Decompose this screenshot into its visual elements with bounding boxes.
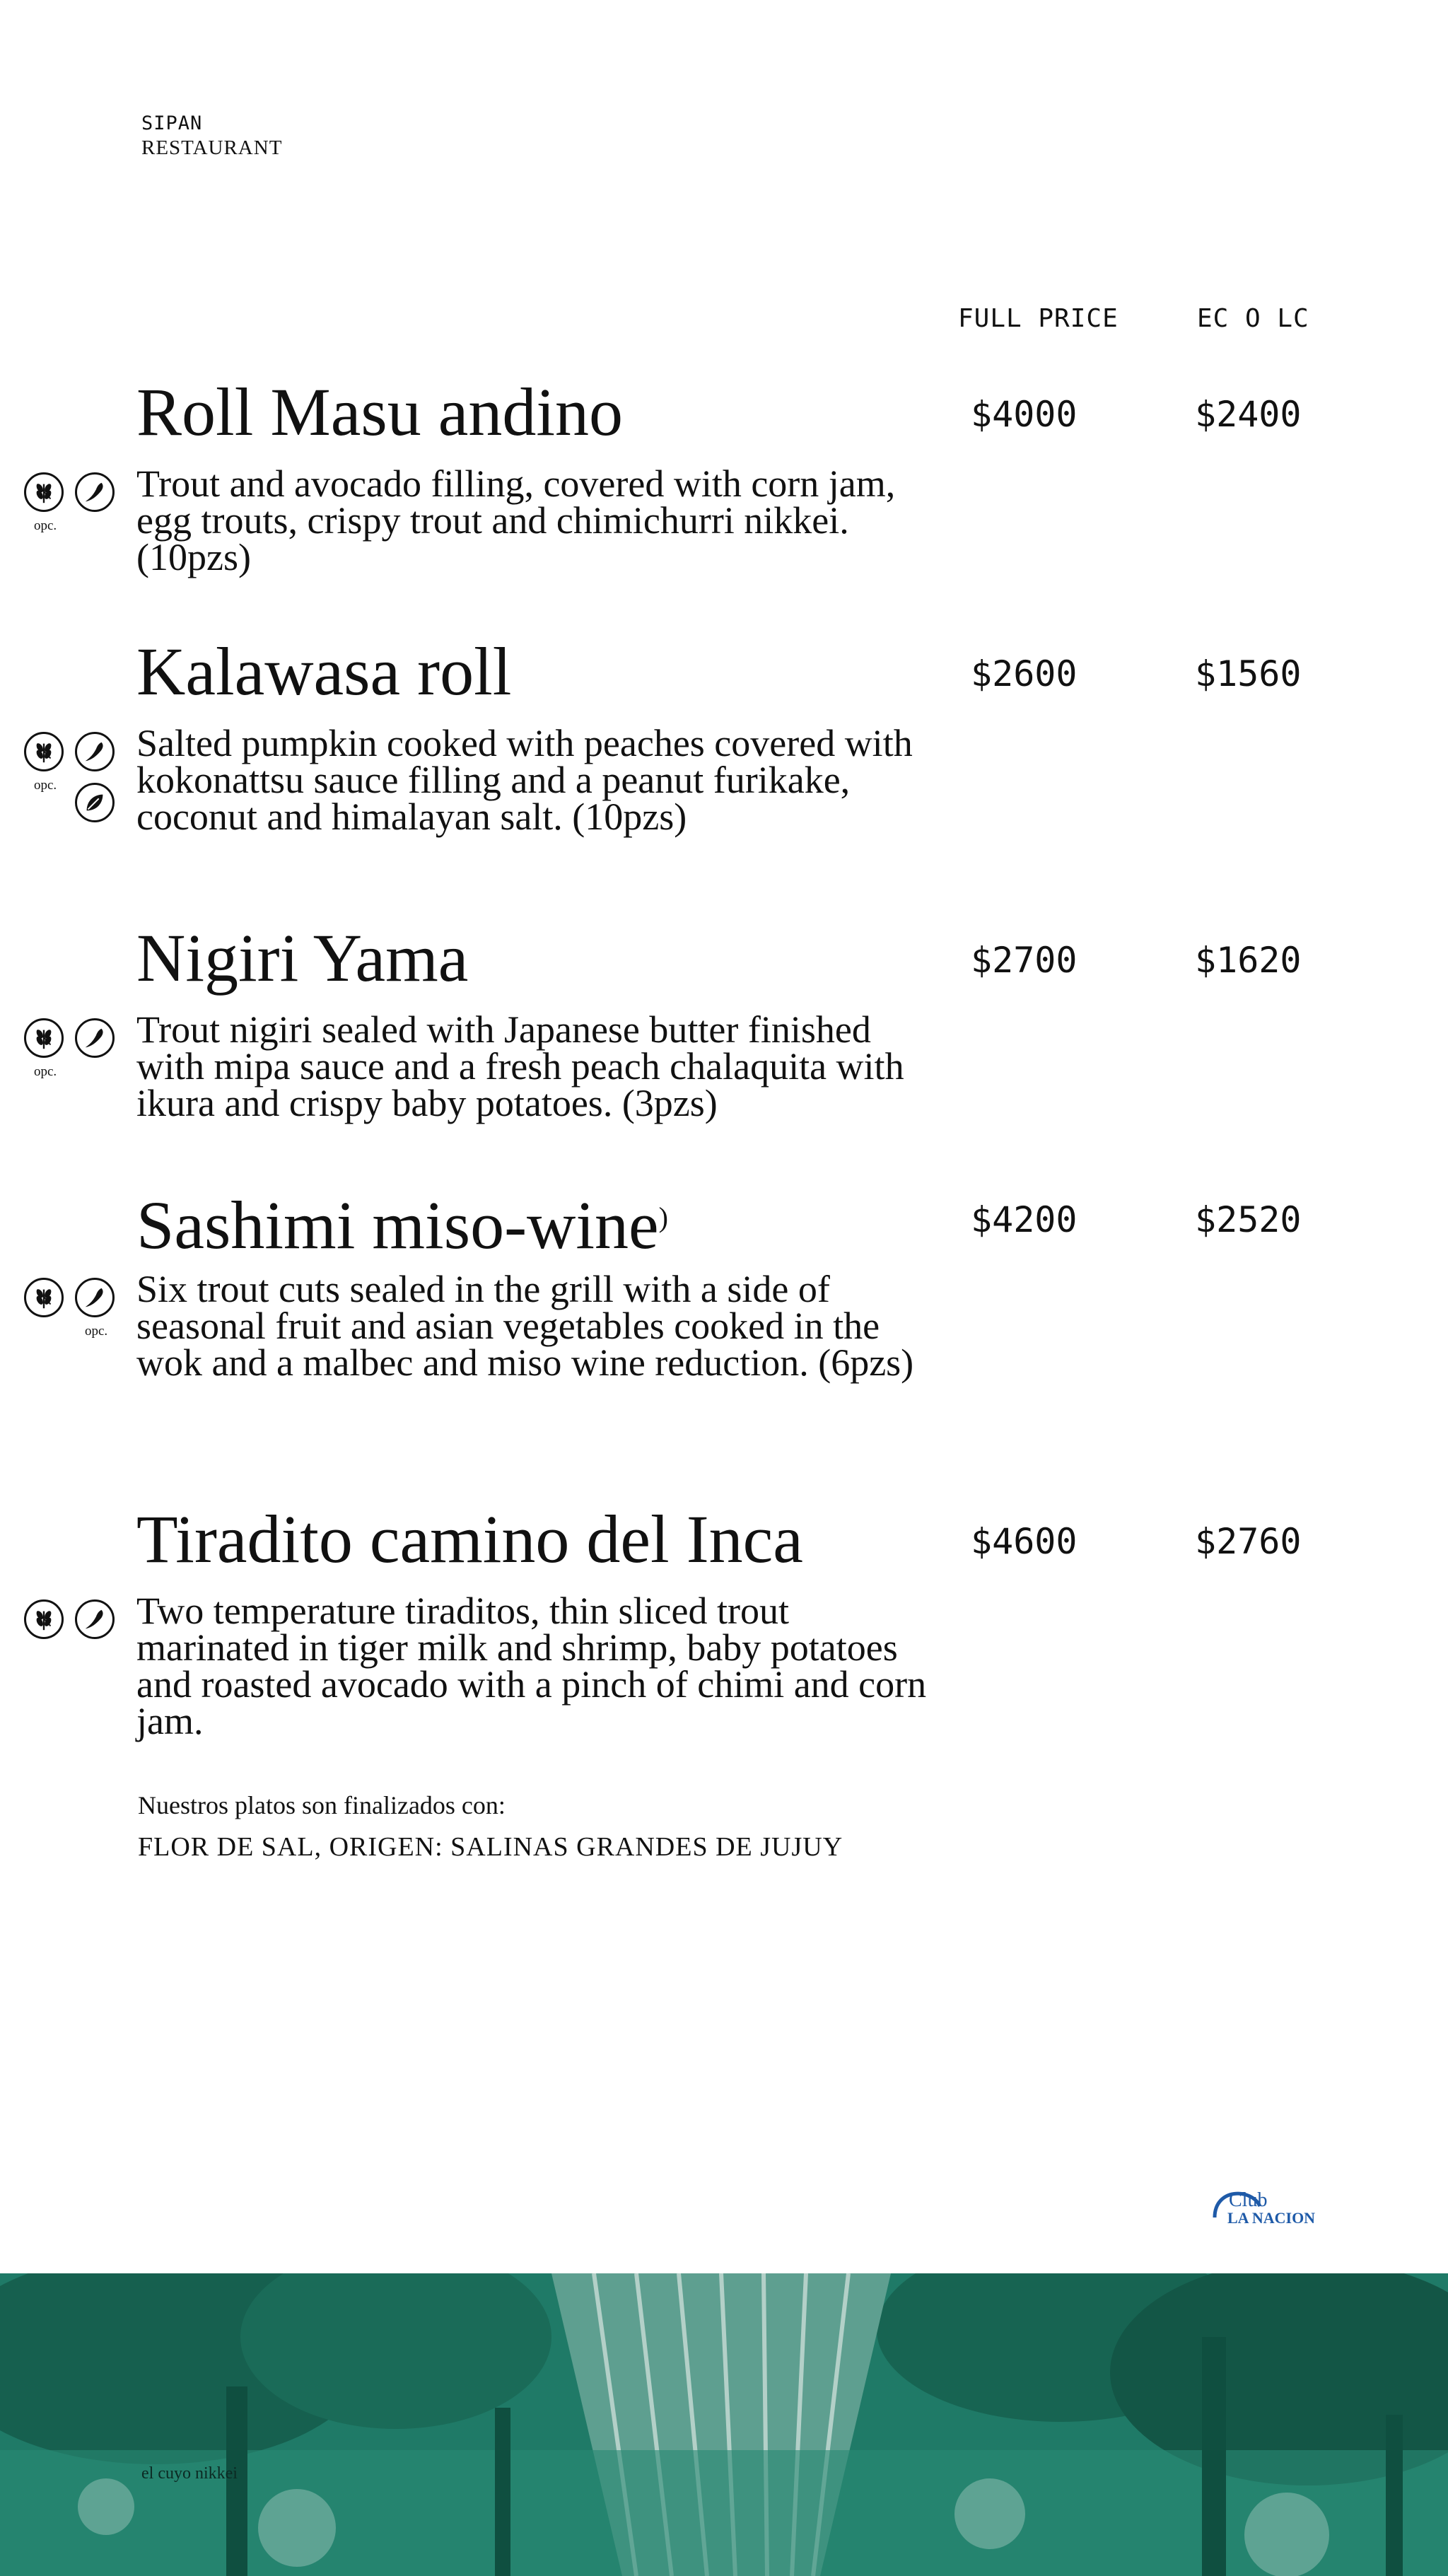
restaurant-brand xyxy=(141,112,282,160)
club-la-nacion-logo xyxy=(1209,2162,1329,2226)
dish-description: Six trout cuts sealed in the grill with a side of seasonal fruit and asian vegetables cooked in the wok and a malbec and miso wine reduction. (6pzs) xyxy=(136,1268,914,1384)
full-price: $4000 xyxy=(971,394,1078,435)
logo-club-text: Club xyxy=(1229,2189,1268,2211)
finishing-note: Nuestros platos son finalizados con: xyxy=(138,1791,506,1819)
dish-description: Trout and avocado filling, covered with corn jam, egg trouts, crispy trout and chimichurri nikkei. (10pzs) xyxy=(136,462,896,578)
dish-description: Salted pumpkin cooked with peaches covered with kokonattsu sauce filling and a peanut furikake, coconut and himalayan salt. (10pzs) xyxy=(136,722,913,838)
club-price: $1620 xyxy=(1195,940,1302,981)
chili-icon xyxy=(75,732,115,771)
dish-name: Kalawasa roll xyxy=(136,634,512,709)
full-price: $2600 xyxy=(971,653,1078,694)
leaf-icon xyxy=(75,783,115,822)
dish-description: Two temperature tiraditos, thin sliced trout marinated in tiger milk and shrimp, baby potatoes and roasted avocado with a pinch of chimi and corn jam. xyxy=(136,1590,927,1742)
salt-origin-note: FLOR DE SAL, ORIGEN: SALINAS GRANDES DE JUJUY xyxy=(138,1832,843,1862)
full-price: $4600 xyxy=(971,1521,1078,1562)
full-price: $4200 xyxy=(971,1199,1078,1240)
club-price: $2520 xyxy=(1195,1199,1302,1240)
grain-icon xyxy=(24,1018,64,1058)
optional-note: opc. xyxy=(34,518,57,533)
optional-note: opc. xyxy=(34,1064,57,1079)
brand-subtitle: RESTAURANT xyxy=(141,136,283,159)
club-price-header: EC O LC xyxy=(1197,304,1309,333)
club-price: $2400 xyxy=(1195,394,1302,435)
dish-name-mark: ) xyxy=(658,1201,668,1233)
grain-icon xyxy=(24,472,64,512)
grain-icon xyxy=(24,1599,64,1639)
dish-icons xyxy=(24,1018,123,1131)
optional-note: opc. xyxy=(34,778,57,793)
grain-icon xyxy=(24,732,64,771)
dish-icons xyxy=(24,732,123,845)
full-price: $2700 xyxy=(971,940,1078,981)
grain-icon xyxy=(24,1278,64,1317)
chili-icon xyxy=(75,1018,115,1058)
full-price-header: FULL PRICE xyxy=(958,304,1119,333)
dish-name: Tiradito camino del Inca xyxy=(136,1501,803,1577)
dish-description: Trout nigiri sealed with Japanese butter finished with mipa sauce and a fresh peach chalaquita with ikura and crispy baby potatoes. (3pzs) xyxy=(136,1008,904,1124)
dish-name: Nigiri Yama xyxy=(136,920,469,996)
vineyard-photo xyxy=(0,2273,1448,2576)
chili-icon xyxy=(75,472,115,512)
dish-icons xyxy=(24,1278,123,1391)
club-price: $1560 xyxy=(1195,653,1302,694)
brand-name: SIPAN xyxy=(141,112,203,134)
dish-name-text: Sashimi miso-wine xyxy=(136,1187,659,1263)
dish-icons xyxy=(24,472,123,585)
dish-icons xyxy=(24,1599,123,1713)
logo-nacion-text: LA NACION xyxy=(1227,2209,1316,2226)
dish-name xyxy=(136,1179,668,1264)
club-price: $2760 xyxy=(1195,1521,1302,1562)
chili-icon xyxy=(75,1599,115,1639)
chili-icon xyxy=(75,1278,115,1317)
footer-caption: el cuyo nikkei xyxy=(141,2464,238,2483)
dish-name: Roll Masu andino xyxy=(136,374,623,450)
optional-note: opc. xyxy=(85,1324,108,1339)
